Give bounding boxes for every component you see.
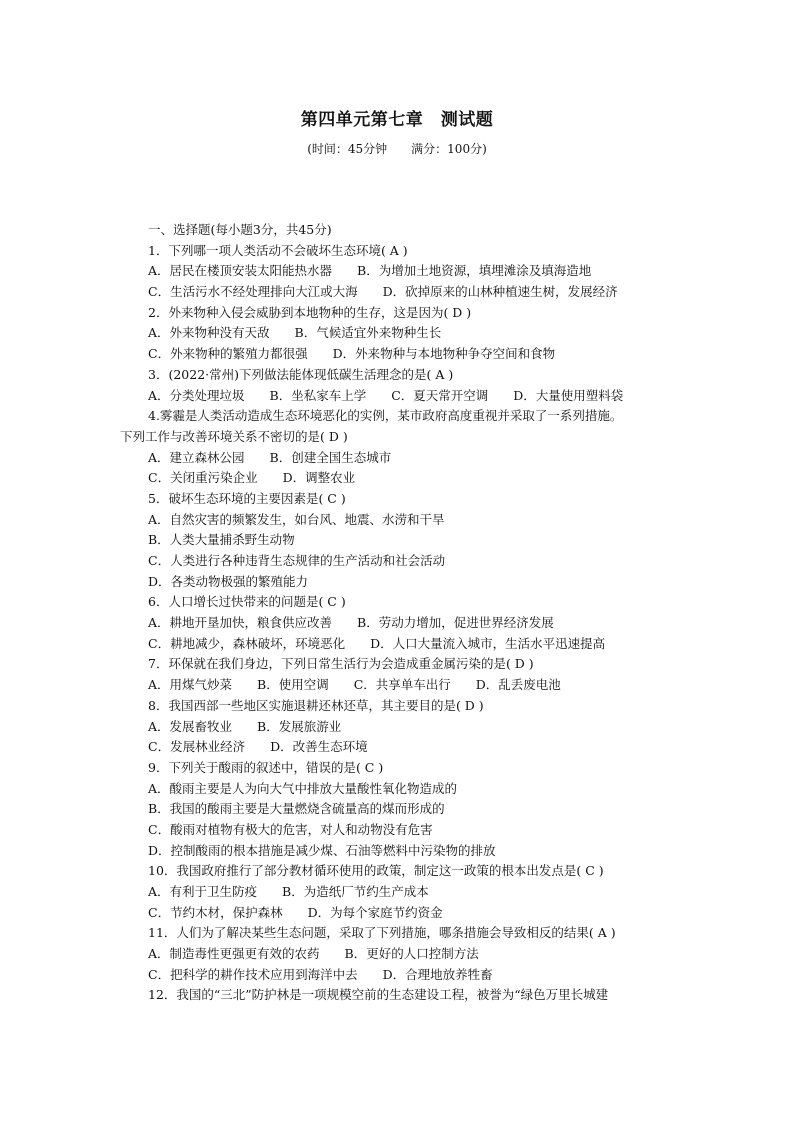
text-line: C．人类进行各种违背生态规律的生产活动和社会活动	[148, 553, 446, 568]
text-line: 5．破坏生态环境的主要因素是( C )	[148, 490, 346, 506]
text-line: C．耕地减少，森林破坏，环境恶化 D．人口大量流入城市，生活水平迅速提高	[148, 635, 606, 651]
text-line: C．把科学的耕作技术应用到海洋中去 D．合理地放养牲畜	[148, 966, 493, 982]
text-line: 2．外来物种入侵会威胁到本地物种的生存，这是因为( D )	[148, 304, 472, 320]
text-line: C．外来物种的繁殖力都很强 D．外来物种与本地物种争夺空间和食物	[148, 346, 556, 362]
text-line: A．有利于卫生防疫 B．为造纸厂节约生产成本	[148, 884, 429, 899]
text-line: A．居民在楼顶安装太阳能热水器 B．为增加土地资源，填埋滩涂及填海造地	[148, 263, 592, 279]
text-line: C．节约木材，保护森林 D．为每个家庭节约资金	[148, 904, 443, 920]
text-line: C．生活污水不经处理排向大江或大海 D．砍掉原来的山林种植速生树，发展经济	[148, 284, 618, 300]
text-line: 8．我国西部一些地区实施退耕还林还草，其主要目的是( D )	[148, 697, 484, 713]
text-line: C．发展林业经济 D．改善生态环境	[148, 739, 368, 755]
text-line: 12．我国的“三北”防护林是一项规模空前的生态建设工程，被誉为“绿色万里长城建	[148, 987, 609, 1003]
text-line: A．酸雨主要是人为向大气中排放大量酸性氧化物造成的	[148, 780, 458, 796]
text-line: 1．下列哪一项人类活动不会破坏生态环境( A )	[148, 242, 408, 258]
page-title: 第四单元第七章 测试题	[300, 110, 494, 130]
text-line: D．控制酸雨的根本措施是减少煤、石油等燃料中污染物的排放	[148, 842, 496, 858]
text-line: 一、选择题(每小题3分，共45分)	[148, 222, 332, 237]
text-line: A．分类处理垃圾 B．坐私家车上学 C．夏天常开空调 D．大量使用塑料袋	[148, 387, 624, 403]
text-line: C．关闭重污染企业 D．调整农业	[148, 470, 356, 486]
text-line: A．用煤气炒菜 B．使用空调 C．共享单车出行 D．乱丢废电池	[148, 677, 561, 693]
text-line: 6．人口增长过快带来的问题是( C )	[148, 594, 346, 610]
text-line: 9．下列关于酸雨的叙述中，错误的是( C )	[148, 759, 384, 775]
text-line: 4.雾霾是人类活动造成生态环境恶化的实例，某市政府高度重视并采取了一系列措施。	[148, 408, 623, 424]
text-line: A．制造毒性更强更有效的农药 B．更好的人口控制方法	[148, 946, 479, 962]
text-line: A．自然灾害的频繁发生，如台风、地震、水涝和干旱	[148, 511, 445, 527]
text-line: A．发展畜牧业 B．发展旅游业	[148, 718, 342, 734]
text-line: C．酸雨对植物有极大的危害，对人和动物没有危害	[148, 821, 433, 837]
text-line: 11．人们为了解决某些生态问题，采取了下列措施，哪条措施会导致相反的结果( A )	[148, 925, 616, 941]
exam-info: (时间：45分钟 满分：100分)	[307, 142, 487, 156]
text-line: A．建立森林公园 B．创建全国生态城市	[148, 449, 392, 465]
text-line: B．人类大量捕杀野生动物	[148, 532, 295, 548]
text-line: B．我国的酸雨主要是大量燃烧含硫量高的煤而形成的	[148, 801, 445, 817]
text-line: A．耕地开垦加快，粮食供应改善 B．劳动力增加，促进世界经济发展	[148, 615, 554, 631]
text-line: 7．环保就在我们身边，下列日常生活行为会造成重金属污染的是( D )	[148, 656, 534, 672]
text-line: 3．(2022·常州)下列做法能体现低碳生活理念的是( A )	[148, 366, 454, 382]
text-line: D．各类动物极强的繁殖能力	[148, 573, 309, 589]
question-body	[120, 220, 680, 1006]
text-line: 10．我国政府推行了部分教材循环使用的政策，制定这一政策的根本出发点是( C )	[148, 863, 604, 879]
text-line: A．外来物种没有天敌 B．气候适宜外来物种生长	[148, 325, 442, 341]
text-line: 下列工作与改善环境关系不密切的是( D )	[120, 428, 348, 444]
